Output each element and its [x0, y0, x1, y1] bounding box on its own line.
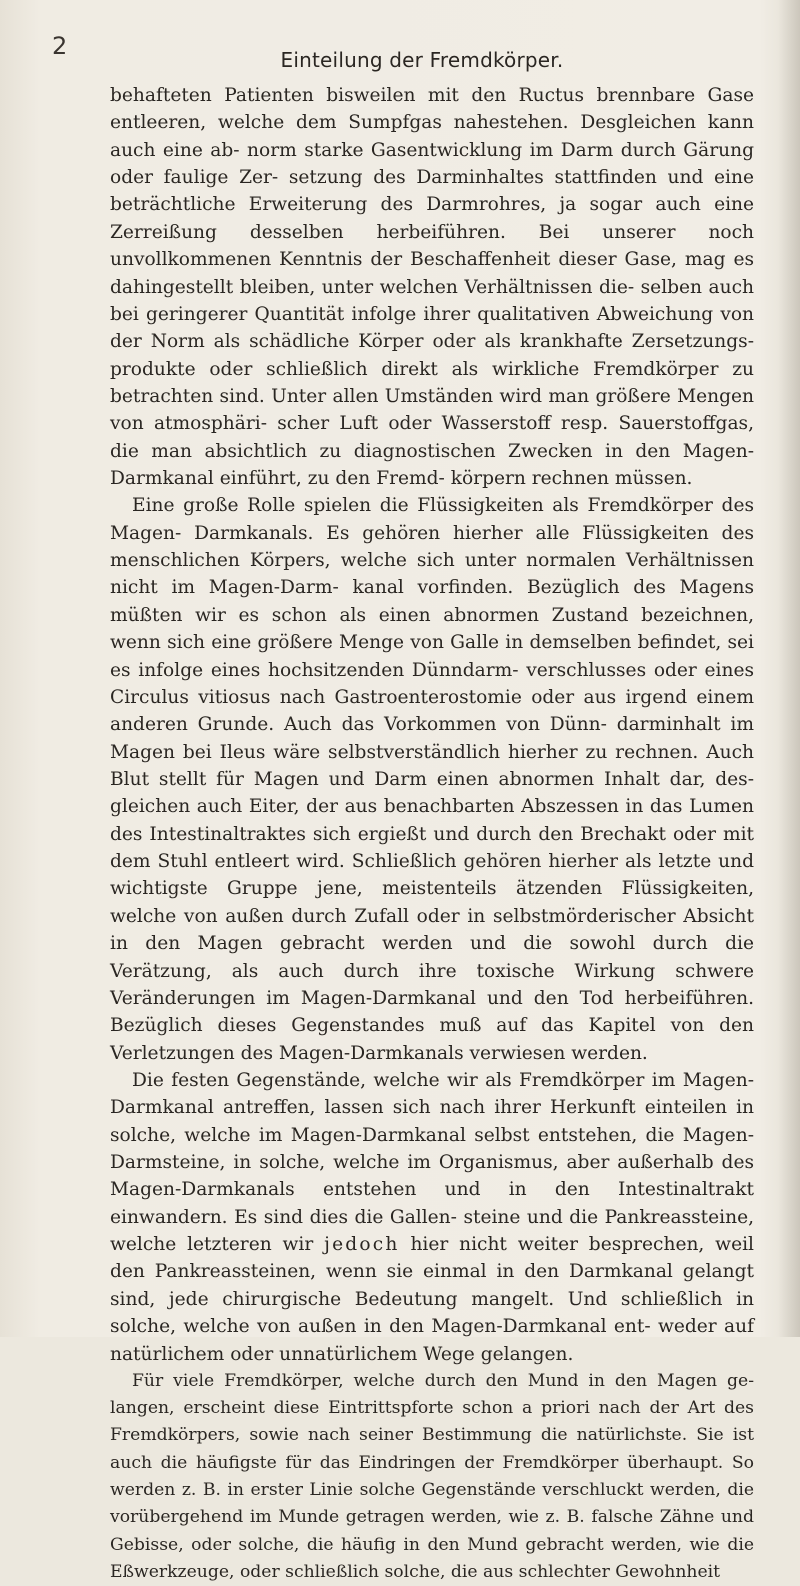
paragraph-fluids: Eine große Rolle spielen die Flüssigkeiten als Fremdkörper des Magen- Darmkanals. Es gehören hierher alle Flüssigkeiten des menschlichen Körpers, welche sich unter normalen Verhältnissen nicht im Magen-Darm- kanal vorfinden. Bezüglich des Magens müßten wir es schon als einen abnormen Zustand bezeichnen, wenn sich eine größere Menge von Galle in demselben befindet, sei es infolge eines hochsitzenden Dünndarm- verschlusses oder eines Circulus vitiosus nach Gastroenterostomie oder aus irgend einem anderen Grunde. Auch das Vorkommen von Dünn- darminhalt im Magen bei Ileus wäre selbstverständlich hierher zu rechnen. Auch Blut stellt für Magen und Darm einen abnormen Inhalt dar, des- gleichen auch Eiter, der aus benachbarten Abszessen in das Lumen des Intestinaltraktes sich ergießt und durch den Brechakt oder mit dem Stuhl entleert wird. Schließlich gehören hierher als letzte und wichtigste Gruppe jene, meistenteils ätzenden Flüssigkeiten, welche von außen durch Zufall oder in selbstmörderischer Absicht in den Magen gebracht werden und die sowohl durch die Verätzung, als auch durch ihre toxische Wirkung schwere Veränderungen im Magen-Darmkanal und den Tod herbeiführen. Bezüglich dieses Gegenstandes muß auf das Kapitel von den Verletzungen des Magen-Darmkanals verwiesen werden. — [110, 495, 754, 1064]
page-header — [52, 32, 772, 78]
page-number: 2 — [52, 32, 68, 60]
body-text — [110, 82, 754, 1586]
paragraph-solid-bodies-part1: Die festen Gegenstände, welche wir als Fremdkörper im Magen- Darmkanal antreffen, lassen sich nach ihrer Herkunft einteilen in solche, welche im Magen-Darmkanal selbst entstehen, die Magen-Darmsteine, in solche, welche im Organismus, aber außerhalb des Magen-Darmkanals entstehen und in den Intestinaltrakt einwandern. Es sind dies die Gallen- steine und die Pankreassteine, welche letzteren wir — [110, 1069, 754, 1256]
paragraph-entry-mouth: Für viele Fremdkörper, welche durch den Mund in den Magen ge- langen, erscheint diese Eintrittspforte schon a priori nach der Art des Fremdkörpers, sowie nach seiner Bestimmung die natürlichste. Sie ist auch die häufigste für das Eindringen der Fremdkörper überhaupt. So werden z. B. in erster Linie solche Gegenstände verschluckt werden, die vorübergehend im Munde getragen werden, wie z. B. falsche Zähne und Gebisse, oder solche, die häufig in den Mund gebracht werden, wie die Eßwerkzeuge, oder schließlich solche, die aus schlechter Gewohnheit — [110, 1370, 754, 1582]
running-title: Einteilung der Fremdkörper. — [280, 48, 564, 72]
emphasis-jedoch: jedoch — [324, 1234, 400, 1256]
paragraph-solid-bodies — [110, 1067, 754, 1368]
paragraph-solid-bodies-part2: hier nicht weiter besprechen, weil den Pankreassteinen, wenn sie einmal in den Darmkanal gelangt sind, jede chirurgische Bedeutung mangelt. Und schließlich in solche, welche von außen in den Magen-Darmkanal ent- weder auf natürlichem oder unnatürlichem Wege gelangen. — [110, 1234, 754, 1365]
paragraph-gases: behafteten Patienten bisweilen mit den Ructus brennbare Gase entleeren, welche dem Sumpfgas nahestehen. Desgleichen kann auch eine ab- norm starke Gasentwicklung im Darm durch Gärung oder faulige Zer- setzung des Darminhaltes stattfinden und eine beträchtliche Erweiterung des Darmrohres, ja sogar auch eine Zerreißung desselben herbeiführen. Bei unserer noch unvollkommenen Kenntnis der Beschaffenheit dieser Gase, mag es dahingestellt bleiben, unter welchen Verhältnissen die- selben auch bei geringerer Quantität infolge ihrer qualitativen Abweichung von der Norm als schädliche Körper oder als krankhafte Zersetzungs- produkte oder schließlich direkt als wirkliche Fremdkörper zu betrachten sind. Unter allen Umständen wird man größere Mengen von atmosphäri- scher Luft oder Wasserstoff resp. Sauerstoffgas, die man absichtlich zu diagnostischen Zwecken in den Magen-Darmkanal einführt, zu den Fremd- körpern rechnen müssen. — [110, 85, 754, 490]
page-edge-shadow — [778, 0, 800, 1337]
